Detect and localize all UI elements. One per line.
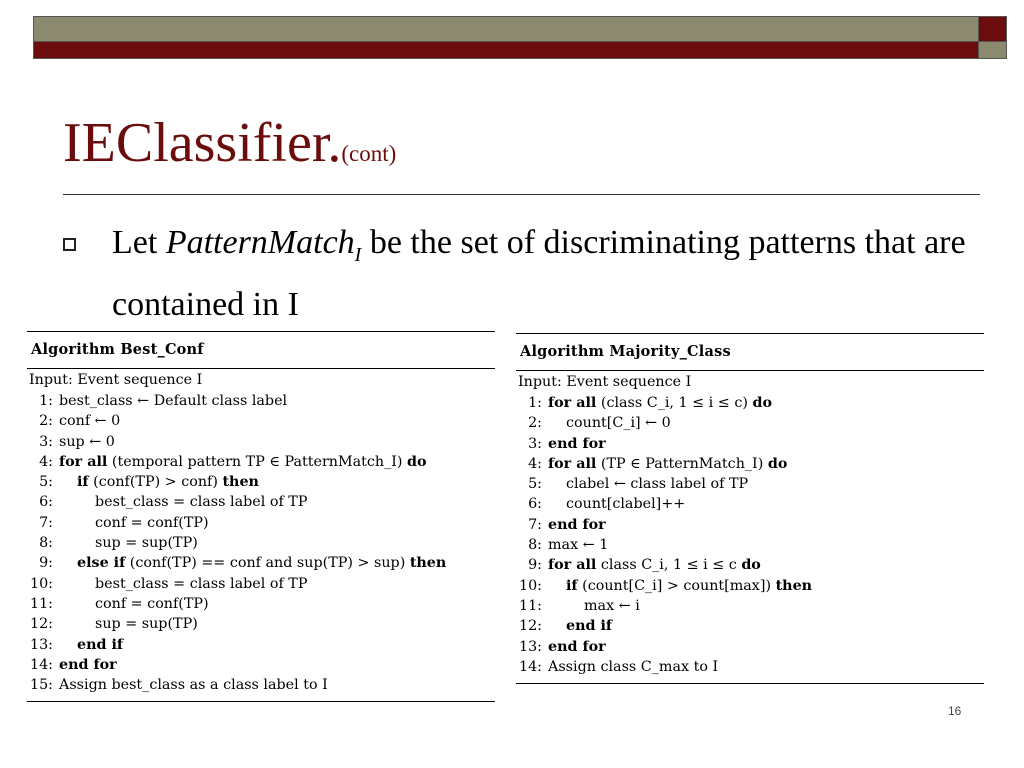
line-number: 11: [29,595,53,612]
line-code: for all (temporal pattern TP ∈ PatternMatch_I) do [59,453,427,470]
line-code: sup ← 0 [59,433,115,450]
slide-title-sub: (cont) [341,141,397,166]
algorithm-line [27,553,495,573]
line-number: 5: [39,474,53,491]
line-number: 7: [39,514,53,531]
line-number: 6: [39,494,53,511]
line-number: 14: [518,658,542,675]
line-code: best_class ← Default class label [59,393,288,409]
line-number: 2: [528,415,542,432]
algorithm-line [27,432,495,452]
line-number: 9: [528,557,542,574]
algorithm-line [27,655,495,675]
algorithm-bottom-rule [27,701,495,702]
line-number: 11: [518,597,542,614]
line-number: 10: [518,577,542,594]
algorithm-line [516,434,984,454]
line-code: end if [77,636,124,653]
line-number: 3: [39,433,53,450]
algorithm-line [27,492,495,512]
line-code: conf = conf(TP) [95,595,209,612]
bullet-text-post: be the set of discriminating patterns that are contained in I [112,224,966,323]
bullet-term-sub: I [354,243,362,266]
algorithm-line [27,411,495,431]
algorithm-line [516,657,984,677]
algorithm-majority-class [516,333,984,684]
header-corner-box-olive [978,41,1007,59]
line-code: if (count[C_i] > count[max]) then [566,577,813,594]
algorithm-line [27,472,495,492]
line-code: max ← 1 [548,537,609,554]
line-number: 4: [528,455,542,472]
line-code: count[clabel]++ [566,496,686,513]
line-code: clabel ← class label of TP [566,476,749,493]
algorithm-line [27,533,495,553]
line-number: 15: [29,677,53,694]
algorithm-lines [27,391,495,695]
algorithm-line [27,675,495,695]
line-number: 1: [528,395,542,411]
line-number: 2: [39,413,53,430]
algorithm-line [516,515,984,535]
bullet-term: PatternMatch [165,224,355,261]
line-number: 13: [29,636,53,653]
slide-title-main: IEClassifier. [63,112,342,174]
algorithm-input: Input: Event sequence I [29,372,203,388]
algorithm-line [27,513,495,533]
algorithm-line [516,494,984,514]
algorithm-lines [516,393,984,677]
line-code: best_class = class label of TP [95,575,308,592]
slide-number: 16 [948,704,962,718]
algorithm-line [27,635,495,655]
line-number: 3: [528,435,542,452]
line-code: max ← i [584,597,640,614]
line-number: 6: [528,496,542,513]
header-bar-olive [33,16,979,43]
algorithm-line [27,391,495,411]
line-number: 10: [29,575,53,592]
line-number: 5: [528,476,542,493]
line-code: end for [59,656,117,673]
algorithm-line [27,594,495,614]
algorithm-line [516,576,984,596]
algorithm-bottom-rule [516,683,984,684]
algorithm-line [516,637,984,657]
line-code: sup = sup(TP) [95,616,198,633]
algorithm-line [27,452,495,472]
algorithm-title: Algorithm Majority_Class [520,343,731,360]
line-code: for all (TP ∈ PatternMatch_I) do [548,455,788,472]
algorithm-line [27,574,495,594]
line-code: end if [566,618,613,635]
line-code: if (conf(TP) > conf) then [77,474,259,491]
algorithm-line [516,596,984,616]
algorithm-line [516,555,984,575]
line-number: 1: [39,393,53,409]
algorithm-line [516,393,984,413]
line-code: count[C_i] ← 0 [566,415,671,432]
header-bar-maroon [33,41,979,59]
line-code: end for [548,516,606,533]
algorithm-input: Input: Event sequence I [518,374,692,390]
hollow-square-bullet-icon [63,238,76,251]
bullet-text-pre: Let [112,224,166,261]
slide-title [63,108,396,189]
header-corner-box-maroon [978,16,1007,43]
line-number: 13: [518,638,542,655]
line-code: conf ← 0 [59,413,121,430]
line-code: conf = conf(TP) [95,514,209,531]
title-underline [63,194,980,195]
line-code: end for [548,638,606,655]
line-code: Assign best_class as a class label to I [59,677,328,694]
line-code: for all class C_i, 1 ≤ i ≤ c do [548,557,761,574]
algorithm-line [516,616,984,636]
algorithm-line [516,454,984,474]
line-number: 14: [29,656,53,673]
algorithm-best-conf [27,331,495,702]
line-code: else if (conf(TP) == conf and sup(TP) > sup) then [77,555,447,572]
algorithm-title: Algorithm Best_Conf [31,341,204,358]
line-number: 9: [39,555,53,572]
line-code: end for [548,435,606,452]
line-number: 8: [39,535,53,552]
line-number: 12: [29,616,53,633]
bullet-text [112,218,982,330]
line-number: 4: [39,453,53,470]
algorithm-line [516,535,984,555]
algorithm-line [516,474,984,494]
algorithm-line [27,614,495,634]
line-number: 8: [528,537,542,554]
line-code: best_class = class label of TP [95,494,308,511]
line-code: for all (class C_i, 1 ≤ i ≤ c) do [548,395,773,411]
line-number: 7: [528,516,542,533]
line-code: sup = sup(TP) [95,535,198,552]
line-code: Assign class C_max to I [548,658,719,675]
line-number: 12: [518,618,542,635]
algorithm-line [516,413,984,433]
